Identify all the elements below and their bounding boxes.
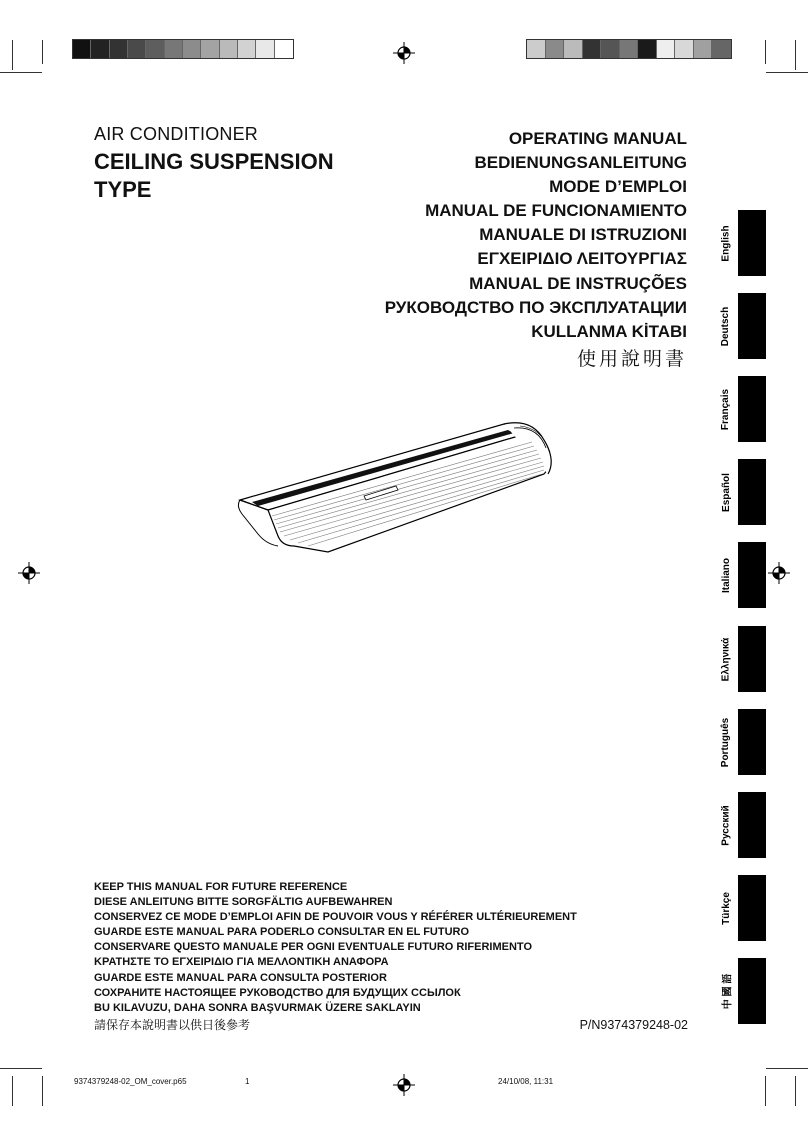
color-swatch (638, 40, 657, 58)
language-tab-text: Deutsch (720, 306, 732, 346)
registration-mark-icon (768, 562, 790, 584)
language-tab-label (714, 626, 738, 692)
product-name-line1: CEILING SUSPENSION (94, 149, 334, 174)
language-tab-label (714, 376, 738, 442)
manual-title: MODE D’EMPLOI (549, 177, 687, 197)
crop-mark (12, 1076, 13, 1106)
note-line: KEEP THIS MANUAL FOR FUTURE REFERENCE (94, 881, 348, 893)
registration-mark-icon (393, 1074, 415, 1096)
footer-page-number: 1 (245, 1077, 250, 1086)
footer-timestamp: 24/10/08, 11:31 (498, 1077, 554, 1086)
crop-mark (42, 1076, 43, 1106)
manual-title: KULLANMA KİTABI (531, 321, 687, 341)
color-swatch (73, 40, 91, 58)
language-tab-label (714, 875, 738, 941)
product-name (94, 148, 394, 204)
color-swatch (657, 40, 676, 58)
language-tab-label (714, 542, 738, 608)
registration-mark-icon (393, 42, 415, 64)
crop-mark (765, 1076, 766, 1106)
manual-title: MANUAL DE FUNCIONAMIENTO (425, 201, 687, 221)
language-tab-text: Português (720, 717, 732, 767)
language-tab-label (714, 792, 738, 858)
crop-mark (12, 40, 13, 70)
language-tab-text: 中 國 語 (722, 973, 734, 1009)
crop-mark (765, 40, 766, 64)
language-tab-text: Español (720, 472, 732, 512)
color-swatch (546, 40, 565, 58)
color-swatch (128, 40, 146, 58)
product-name-line2: TYPE (94, 177, 152, 202)
color-swatch (238, 40, 256, 58)
manual-titles (385, 127, 687, 372)
note-line: BU KILAVUZU, DAHA SONRA BAŞVURMAK ÜZERE SAKLAYIN (94, 1001, 421, 1014)
color-swatch (527, 40, 546, 58)
color-swatch (675, 40, 694, 58)
footer-file-name: 9374379248-02_OM_cover.p65 (74, 1077, 187, 1086)
language-tab-text: Français (720, 388, 732, 430)
part-number: P/N9374379248-02 (579, 1018, 688, 1032)
color-swatch (91, 40, 109, 58)
language-tab-label (714, 459, 738, 525)
color-calibration-bar-right (526, 39, 732, 59)
note-line: CONSERVEZ CE MODE D’EMPLOI AFIN DE POUVOIR VOUS Y RÉFÉRER ULTÉRIEUREMENT (94, 911, 577, 924)
color-swatch (220, 40, 238, 58)
note-line: DIESE ANLEITUNG BITTE SORGFÄLTIG AUFBEWAHREN (94, 896, 393, 909)
language-tab-text: Italiano (720, 557, 732, 593)
crop-mark (42, 40, 43, 64)
color-swatch (564, 40, 583, 58)
language-tab-label (714, 293, 738, 359)
manual-title: MANUALE DI ISTRUZIONI (479, 225, 687, 245)
manual-title: ΕΓΧΕΙΡΙΔΙΟ ΛΕΙΤΟΥΡΓΙΑΣ (477, 249, 687, 269)
crop-mark (0, 72, 42, 73)
ceiling-unit-illustration (232, 412, 564, 558)
color-swatch (110, 40, 128, 58)
color-swatch (146, 40, 164, 58)
color-swatch (601, 40, 620, 58)
note-line: GUARDE ESTE MANUAL PARA PODERLO CONSULTAR EN EL FUTURO (94, 926, 470, 939)
note-line: GUARDE ESTE MANUAL PARA CONSULTA POSTERIOR (94, 971, 387, 984)
language-tab-label (714, 958, 738, 1024)
note-line: CONSERVARE QUESTO MANUALE PER OGNI EVENTUALE FUTURO RIFERIMENTO (94, 941, 532, 954)
color-swatch (275, 40, 293, 58)
crop-mark (795, 1076, 796, 1106)
language-tab-text: English (720, 224, 732, 262)
note-line: СОХРАНИТЕ НАСТОЯЩЕЕ РУКОВОДСТВО ДЛЯ БУДУЩИХ ССЫЛОК (94, 986, 461, 999)
color-swatch (583, 40, 602, 58)
crop-mark (795, 40, 796, 70)
color-swatch (201, 40, 219, 58)
manual-title: BEDIENUNGSANLEITUNG (474, 153, 687, 173)
color-swatch (256, 40, 274, 58)
registration-mark-icon (18, 562, 40, 584)
color-swatch (712, 40, 731, 58)
product-type: AIR CONDITIONER (94, 124, 259, 144)
note-line: ΚΡΑΤΗΣΤΕ ΤΟ ΕΓΧΕΙΡΙΔΙΟ ΓΙΑ ΜΕΛΛΟΝΤΙΚΗ ΑΝΑΦΟΡΑ (94, 956, 389, 969)
keep-manual-notes (94, 880, 577, 1033)
crop-mark (0, 1068, 42, 1069)
language-tab-text: Türkçe (720, 891, 732, 925)
color-calibration-bar-left (72, 39, 294, 59)
color-swatch (694, 40, 713, 58)
language-tab-text: Ελληνικά (720, 637, 732, 681)
color-swatch (165, 40, 183, 58)
crop-mark (766, 72, 808, 73)
language-tab-label (714, 709, 738, 775)
note-line: 請保存本說明書以供日後參考 (94, 1017, 251, 1032)
language-tab-text: Русский (720, 804, 732, 846)
language-tab-label (714, 210, 738, 276)
manual-title: 使用說明書 (576, 348, 687, 370)
color-swatch (620, 40, 639, 58)
manual-title: MANUAL DE INSTRUÇÕES (469, 273, 687, 293)
manual-title: OPERATING MANUAL (508, 129, 687, 148)
manual-title: РУКОВОДСТВО ПО ЭКСПЛУАТАЦИИ (384, 297, 687, 317)
color-swatch (183, 40, 201, 58)
crop-mark (766, 1068, 808, 1069)
